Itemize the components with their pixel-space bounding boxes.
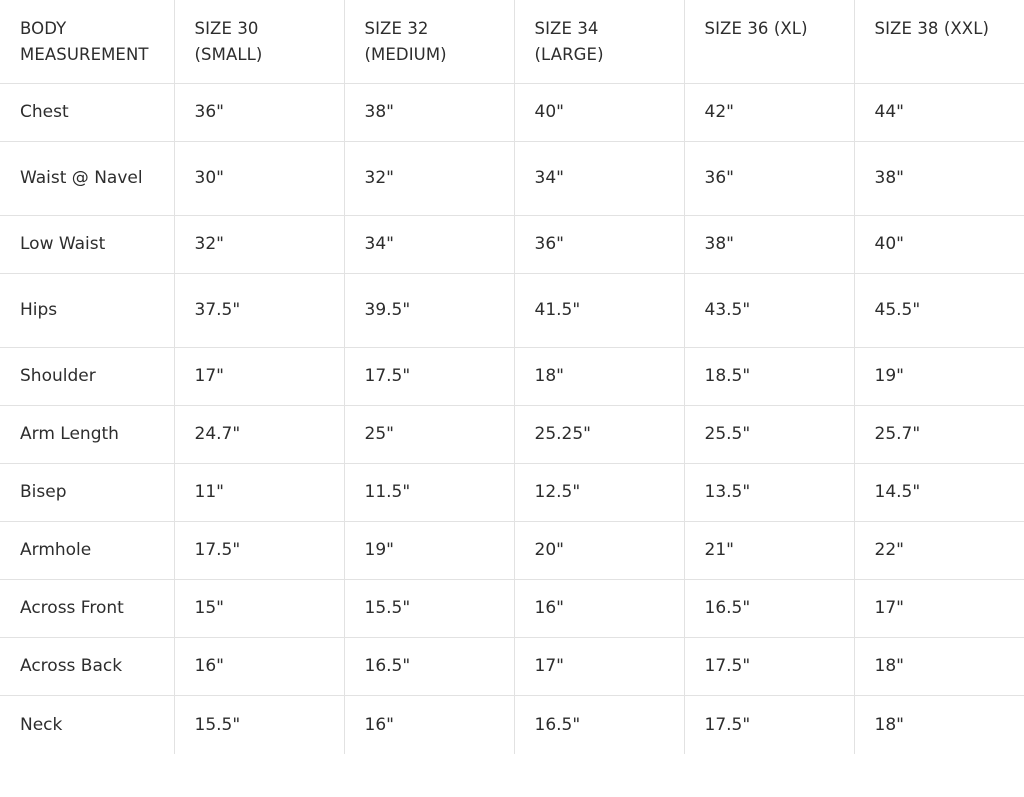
column-header-size-30: SIZE 30 (SMALL) (174, 0, 344, 84)
cell-size-36: 38" (684, 216, 854, 274)
table-header (0, 0, 1024, 84)
cell-size-34: 16" (514, 580, 684, 638)
cell-size-38: 22" (854, 522, 1024, 580)
cell-size-32: 19" (344, 522, 514, 580)
table-row (0, 216, 1024, 274)
table-header-row (0, 0, 1024, 84)
table-row (0, 274, 1024, 348)
table-row (0, 348, 1024, 406)
column-header-size-32: SIZE 32 (MEDIUM) (344, 0, 514, 84)
row-label: Hips (0, 274, 174, 348)
cell-size-38: 25.7" (854, 406, 1024, 464)
table-row (0, 696, 1024, 754)
cell-size-34: 16.5" (514, 696, 684, 754)
cell-size-34: 25.25" (514, 406, 684, 464)
row-label: Armhole (0, 522, 174, 580)
cell-size-38: 44" (854, 84, 1024, 142)
column-header-size-34: SIZE 34 (LARGE) (514, 0, 684, 84)
row-label: Waist @ Navel (0, 142, 174, 216)
row-label: Bisep (0, 464, 174, 522)
cell-size-36: 42" (684, 84, 854, 142)
row-label: Chest (0, 84, 174, 142)
cell-size-34: 41.5" (514, 274, 684, 348)
cell-size-30: 17.5" (174, 522, 344, 580)
column-header-measurement: BODY MEASUREMENT (0, 0, 174, 84)
cell-size-38: 18" (874, 714, 904, 735)
cell-size-38: 18" (854, 638, 1024, 696)
cell-size-32: 38" (344, 84, 514, 142)
table-row (0, 142, 1024, 216)
table-row (0, 580, 1024, 638)
cell-size-34: 18" (514, 348, 684, 406)
row-label: Shoulder (0, 348, 174, 406)
cell-size-36: 17.5" (684, 638, 854, 696)
table-row (0, 522, 1024, 580)
cell-size-34: 20" (514, 522, 684, 580)
cell-size-34: 34" (514, 142, 684, 216)
cell-size-30: 30" (174, 142, 344, 216)
cell-size-36: 43.5" (684, 274, 854, 348)
cell-size-34: 36" (514, 216, 684, 274)
cell-size-32: 16" (344, 696, 514, 754)
cell-size-32: 11.5" (344, 464, 514, 522)
row-label: Neck (0, 696, 174, 754)
row-label: Low Waist (0, 216, 174, 274)
cell-size-36: 18.5" (684, 348, 854, 406)
cell-size-32: 25" (344, 406, 514, 464)
row-label: Across Front (0, 580, 174, 638)
cell-size-30: 15" (174, 580, 344, 638)
table-row (0, 406, 1024, 464)
cell-size-34: 40" (514, 84, 684, 142)
cell-size-36: 17.5" (684, 696, 854, 754)
table-row (0, 464, 1024, 522)
cell-size-36: 36" (684, 142, 854, 216)
cell-size-30: 17" (174, 348, 344, 406)
cell-size-34: 12.5" (514, 464, 684, 522)
column-header-size-38: SIZE 38 (XXL) (854, 0, 1024, 84)
row-label: Arm Length (0, 406, 174, 464)
cell-size-30: 37.5" (174, 274, 344, 348)
cell-size-38: 14.5" (854, 464, 1024, 522)
cell-size-30: 32" (174, 216, 344, 274)
cell-size-30: 16" (174, 638, 344, 696)
cell-size-38: 38" (854, 142, 1024, 216)
cell-size-38: 17" (854, 580, 1024, 638)
table-row (0, 84, 1024, 142)
cell-size-38: 40" (854, 216, 1024, 274)
cell-size-30: 36" (174, 84, 344, 142)
cell-size-30: 15.5" (174, 696, 344, 754)
cell-size-32: 34" (344, 216, 514, 274)
row-label: Across Back (0, 638, 174, 696)
cell-size-32: 15.5" (344, 580, 514, 638)
cell-size-32: 16.5" (344, 638, 514, 696)
cell-size-36: 21" (684, 522, 854, 580)
cell-size-36: 25.5" (684, 406, 854, 464)
column-header-size-36: SIZE 36 (XL) (684, 0, 854, 84)
cell-size-34: 17" (514, 638, 684, 696)
cell-size-32: 39.5" (344, 274, 514, 348)
cell-size-36: 13.5" (684, 464, 854, 522)
cell-size-38: 45.5" (854, 274, 1024, 348)
cell-size-32: 32" (344, 142, 514, 216)
cell-size-36: 16.5" (684, 580, 854, 638)
cell-size-38: 19" (854, 348, 1024, 406)
cell-size-30: 24.7" (174, 406, 344, 464)
cell-size-32: 17.5" (344, 348, 514, 406)
cell-size-30: 11" (174, 464, 344, 522)
table-body (0, 84, 1024, 754)
table-row (0, 638, 1024, 696)
